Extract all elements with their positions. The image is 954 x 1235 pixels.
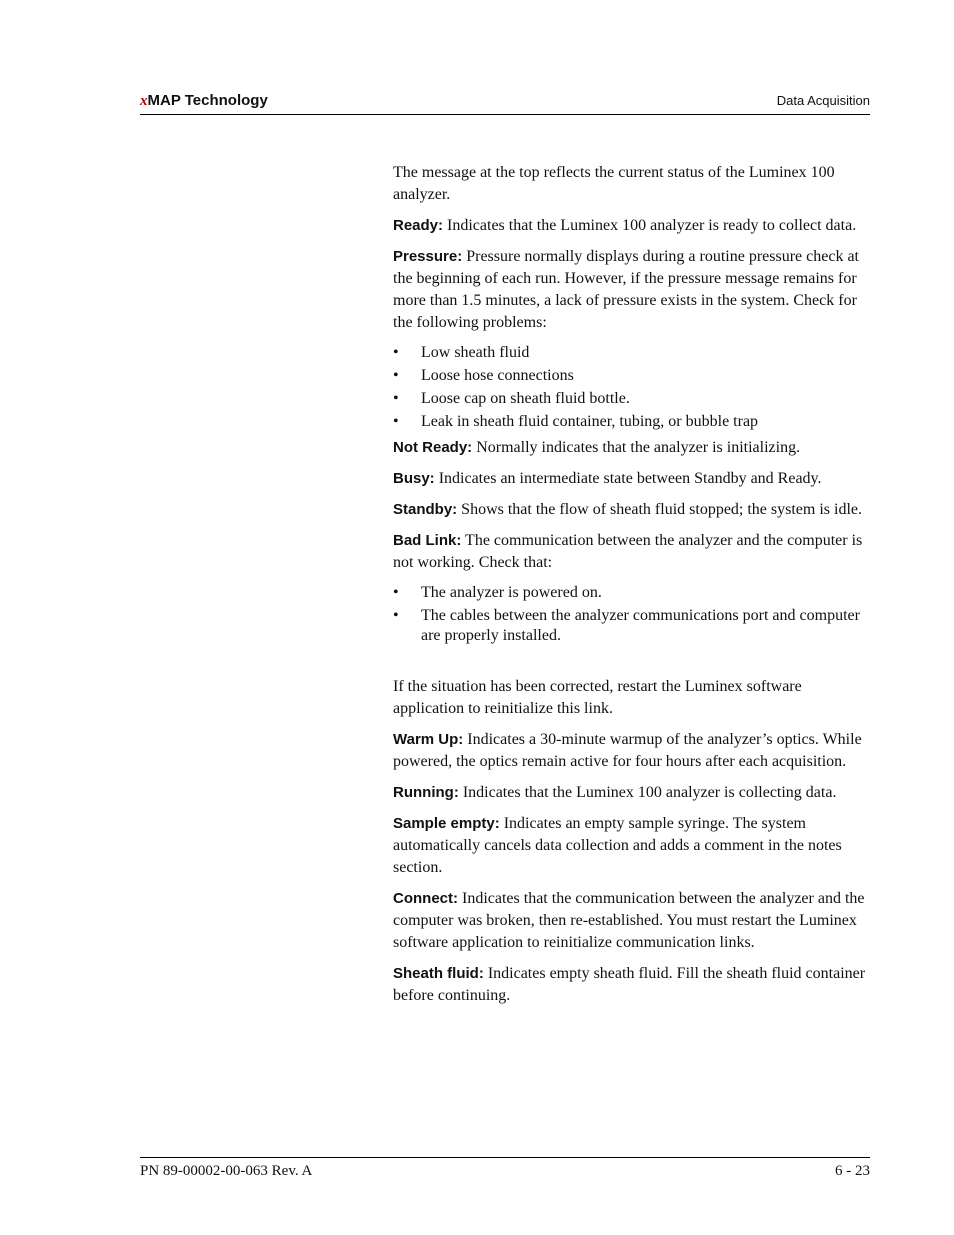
status-pressure xyxy=(393,246,870,334)
list-item xyxy=(393,343,870,363)
status-connect xyxy=(393,888,870,954)
bad-link-check-list xyxy=(393,583,870,646)
status-label: Not Ready: xyxy=(393,439,473,456)
status-description: Shows that the flow of sheath fluid stopped; the system is idle. xyxy=(457,501,863,518)
status-busy xyxy=(393,468,870,490)
list-item-text: Leak in sheath fluid container, tubing, or bubble trap xyxy=(421,413,759,430)
status-label: Bad Link: xyxy=(393,532,462,549)
list-item xyxy=(393,389,870,409)
status-sample-empty xyxy=(393,813,870,879)
bullet-icon: • xyxy=(393,367,399,384)
status-description: Indicates that the Luminex 100 analyzer is collecting data. xyxy=(458,784,837,801)
status-description: Indicates that the Luminex 100 analyzer is ready to collect data. xyxy=(443,217,857,234)
list-item-text: Loose cap on sheath fluid bottle. xyxy=(421,390,630,407)
status-label: Running: xyxy=(393,784,459,801)
status-label: Sheath fluid: xyxy=(393,965,484,982)
page-footer xyxy=(140,1157,870,1179)
header-section-title: Data Acquisition xyxy=(776,93,870,108)
bullet-icon: • xyxy=(393,413,399,430)
list-item-text: The analyzer is powered on. xyxy=(421,584,602,601)
bullet-icon: • xyxy=(393,344,399,361)
main-content xyxy=(393,162,870,1016)
list-item-text: The cables between the analyzer communications port and computer are properly installed. xyxy=(421,607,860,644)
page-number: 6 - 23 xyxy=(835,1163,870,1179)
status-description: Indicates an intermediate state between Standby and Ready. xyxy=(434,470,822,487)
status-label: Warm Up: xyxy=(393,731,464,748)
status-description: Indicates that the communication between the analyzer and the computer was broken, then re-established. You must restart the Luminex software application to reinitialize communication links. xyxy=(393,890,865,951)
brand-text: MAP Technology xyxy=(147,92,268,109)
bullet-icon: • xyxy=(393,390,399,407)
status-label: Ready: xyxy=(393,217,444,234)
status-bad-link xyxy=(393,530,870,574)
status-description: Indicates empty sheath fluid. Fill the sheath fluid container before continuing. xyxy=(393,965,866,1004)
list-item-text: Loose hose connections xyxy=(421,367,574,384)
status-warm-up xyxy=(393,729,870,773)
pressure-problem-list xyxy=(393,343,870,432)
status-not-ready xyxy=(393,437,870,459)
list-item xyxy=(393,412,870,432)
status-standby xyxy=(393,499,870,521)
status-description: Normally indicates that the analyzer is initializing. xyxy=(472,439,801,456)
status-label: Busy: xyxy=(393,470,435,487)
status-label: Connect: xyxy=(393,890,458,907)
status-label: Pressure: xyxy=(393,248,463,265)
status-sheath-fluid xyxy=(393,963,870,1007)
status-running xyxy=(393,782,870,804)
bullet-icon: • xyxy=(393,607,399,624)
status-label: Standby: xyxy=(393,501,458,518)
intro-paragraph: The message at the top reflects the current status of the Luminex 100 analyzer. xyxy=(393,164,835,203)
status-description: The communication between the analyzer and the computer is not working. Check that: xyxy=(393,532,863,571)
list-item xyxy=(393,606,870,646)
status-label: Sample empty: xyxy=(393,815,500,832)
list-item-text: Low sheath fluid xyxy=(421,344,530,361)
bad-link-followup: If the situation has been corrected, restart the Luminex software application to reinitialize this link. xyxy=(393,678,802,717)
page-header xyxy=(140,90,870,115)
brand-x: x xyxy=(140,93,148,109)
list-item xyxy=(393,366,870,386)
part-number: PN 89-00002-00-063 Rev. A xyxy=(140,1163,313,1179)
header-brand xyxy=(140,92,268,110)
list-item xyxy=(393,583,870,603)
status-ready xyxy=(393,215,870,237)
status-description: Indicates an empty sample syringe. The system automatically cancels data collection and adds a comment in the notes section. xyxy=(393,815,842,876)
bullet-icon: • xyxy=(393,584,399,601)
status-description: Indicates a 30-minute warmup of the analyzer’s optics. While powered, the optics remain active for four hours after each acquisition. xyxy=(393,731,862,770)
status-description: Pressure normally displays during a routine pressure check at the beginning of each run. However, if the pressure message remains for more than 1.5 minutes, a lack of pressure exists in the system. Check for the following problems: xyxy=(393,248,859,331)
